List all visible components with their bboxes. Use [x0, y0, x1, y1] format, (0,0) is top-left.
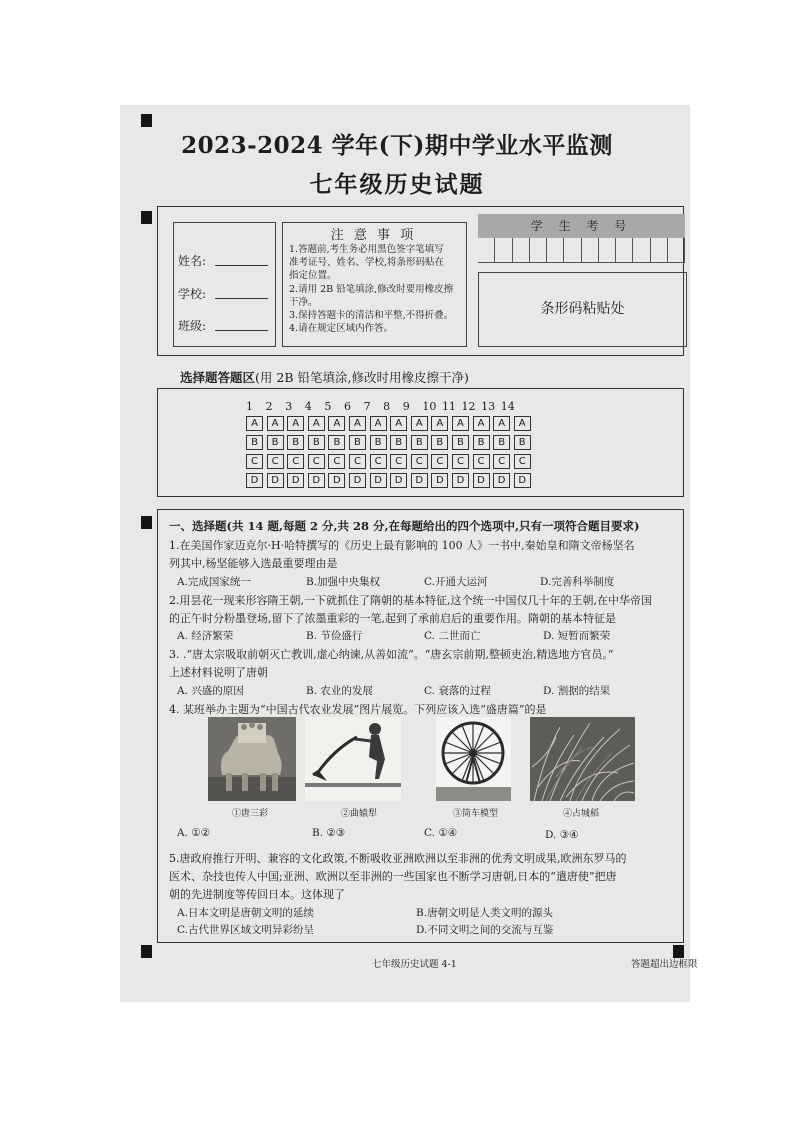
q3-option-a: A. 兴盛的原因 — [177, 685, 244, 697]
question-number: 13 — [481, 400, 496, 413]
answer-bubble[interactable]: D — [370, 473, 387, 488]
answer-bubble[interactable]: A — [267, 416, 284, 431]
registration-mark — [141, 114, 152, 127]
answer-bubble[interactable]: A — [431, 416, 448, 431]
zhancheng-rice-image — [530, 717, 635, 801]
bubble-row — [246, 416, 534, 431]
section-heading: 一、选择题(共 14 题,每题 2 分,共 28 分,在每题给出的四个选项中,只有一项符合题目要求) — [169, 519, 640, 533]
id-cell[interactable] — [599, 238, 616, 263]
q2-stem: 的正午时分粉墨登场,留下了浓墨重彩的一笔,起到了承前启后的重要作用。隋朝的基本特征是 — [169, 612, 616, 625]
answer-bubble[interactable]: C — [308, 454, 325, 469]
answer-bubble[interactable]: B — [287, 435, 304, 450]
q4-caption-1: ①唐三彩 — [232, 809, 269, 819]
question-number: 4 — [304, 400, 312, 413]
page-label: 七年级历史试题 4-1 — [372, 959, 457, 970]
answer-bubble[interactable]: A — [349, 416, 366, 431]
id-cell[interactable] — [564, 238, 581, 263]
answer-bubble[interactable]: C — [328, 454, 345, 469]
bubble-row — [246, 435, 534, 450]
answer-bubble[interactable]: C — [246, 454, 263, 469]
answer-bubble[interactable]: D — [493, 473, 510, 488]
q4-option-b: B. ②③ — [312, 827, 346, 839]
answer-bubble[interactable]: C — [349, 454, 366, 469]
q3-option-d: D. 割据的结果 — [543, 685, 611, 697]
answer-bubble[interactable]: B — [411, 435, 428, 450]
notice-list — [289, 243, 461, 335]
answer-bubble[interactable]: B — [390, 435, 407, 450]
id-cell[interactable] — [582, 238, 599, 263]
answer-bubble[interactable]: B — [452, 435, 469, 450]
student-id-title: 学 生 考 号 — [478, 214, 685, 238]
answer-bubble[interactable]: B — [370, 435, 387, 450]
id-cell[interactable] — [530, 238, 547, 263]
notice-line: 4.请在规定区域内作答。 — [289, 323, 394, 335]
answer-bubble[interactable]: B — [431, 435, 448, 450]
answer-bubble[interactable]: C — [267, 454, 284, 469]
answer-bubble[interactable]: B — [473, 435, 490, 450]
question-number: 6 — [343, 400, 351, 413]
barcode-area[interactable]: 条形码粘贴处 — [478, 272, 687, 347]
answer-bubble[interactable]: C — [493, 454, 510, 469]
answer-bubble[interactable]: C — [452, 454, 469, 469]
answer-bubble[interactable]: D — [308, 473, 325, 488]
answer-bubble[interactable]: B — [308, 435, 325, 450]
id-cell[interactable] — [616, 238, 633, 263]
question-number: 7 — [363, 400, 371, 413]
q5-option-c: C.古代世界区域文明异彩纷呈 — [177, 924, 314, 936]
id-cell[interactable] — [651, 238, 668, 263]
q4-option-d: D. ③④ — [545, 829, 579, 841]
answer-bubble[interactable]: C — [390, 454, 407, 469]
bubble-row — [246, 454, 534, 469]
answer-bubble[interactable]: C — [431, 454, 448, 469]
q2-option-c: C. 二世而亡 — [424, 630, 481, 642]
answer-bubble[interactable]: D — [287, 473, 304, 488]
q2-stem: 2.用昙花一现来形容隋王朝,一下就抓住了隋朝的基本特征,这个统一中国仅几十年的王朝,在中华帝国 — [169, 594, 652, 607]
question-number: 5 — [324, 400, 332, 413]
notice-line: 干净。 — [289, 296, 318, 308]
answer-bubble[interactable]: C — [287, 454, 304, 469]
school-label: 学校: — [178, 287, 207, 301]
answer-bubble[interactable]: C — [514, 454, 531, 469]
name-field[interactable] — [215, 265, 268, 266]
q3-stem: 上述材料说明了唐朝 — [169, 666, 268, 679]
answer-bubble[interactable]: D — [411, 473, 428, 488]
q5-option-a: A.日本文明是唐朝文明的延续 — [177, 907, 314, 919]
answer-bubble[interactable]: C — [473, 454, 490, 469]
answer-bubble[interactable]: D — [452, 473, 469, 488]
id-cell[interactable] — [513, 238, 530, 263]
answer-bubble[interactable]: D — [514, 473, 531, 488]
notice-title: 注 意 事 项 — [330, 228, 417, 243]
answer-bubble[interactable]: A — [473, 416, 490, 431]
answer-bubble[interactable]: C — [370, 454, 387, 469]
answer-bubble[interactable]: D — [390, 473, 407, 488]
q4-stem: 4. 某班举办主题为“中国古代农业发展”图片展览。下列应该入选“盛唐篇”的是 — [169, 703, 547, 716]
question-number: 3 — [285, 400, 293, 413]
q2-option-d: D. 短暂而繁荣 — [543, 630, 611, 642]
class-label: 班级: — [178, 319, 207, 333]
q1-option-a: A.完成国家统一 — [177, 576, 251, 588]
answer-area-note: (用 2B 铅笔填涂,修改时用橡皮擦干净) — [255, 370, 469, 385]
notice-line: 3.保持答题卡的清洁和平整,不得折叠。 — [289, 310, 454, 322]
q3-option-b: B. 农业的发展 — [306, 685, 373, 697]
answer-area-title: 选择题答题区 — [180, 370, 256, 385]
answer-bubble[interactable]: D — [246, 473, 263, 488]
answer-bubble[interactable]: B — [349, 435, 366, 450]
id-cell[interactable] — [668, 238, 685, 263]
question-numbers — [246, 400, 520, 413]
q1-option-c: C.开通大运河 — [424, 576, 488, 588]
answer-bubble[interactable]: A — [411, 416, 428, 431]
answer-bubble[interactable]: A — [328, 416, 345, 431]
question-number: 1 — [246, 400, 253, 413]
answer-bubble[interactable]: B — [246, 435, 263, 450]
id-cell[interactable] — [478, 238, 495, 263]
answer-bubble[interactable]: A — [390, 416, 407, 431]
id-cell[interactable] — [495, 238, 512, 263]
question-number: 10 — [422, 400, 437, 413]
q5-option-d: D.不同文明之间的交流与互鉴 — [416, 924, 554, 936]
q5-stem: 医术、杂技也传人中国;亚洲、欧洲以至非洲的一些国家也不断学习唐朝,日本的“遣唐使”把唐 — [169, 870, 617, 883]
exam-subtitle: 七年级历史试题 — [309, 171, 485, 198]
notice-line: 2.请用 2B 铅笔填涂,修改时要用橡皮擦 — [289, 283, 454, 295]
notice-line: 准考证号、姓名、学校,将条形码贴在 — [289, 257, 445, 269]
q3-option-c: C. 衰落的过程 — [424, 685, 491, 697]
notice-line: 1.答题前,考生务必用黑色签字笔填写 — [289, 244, 444, 255]
answer-bubble[interactable]: D — [431, 473, 448, 488]
quyuan-plough-image — [305, 717, 401, 801]
name-label: 姓名: — [178, 254, 207, 268]
q1-stem: 1.在美国作家迈克尔·H·哈特撰写的《历史上最有影响的 100 人》一书中,秦始皇和隋文帝杨坚名 — [169, 539, 635, 552]
registration-mark — [141, 516, 152, 529]
answer-bubbles[interactable] — [246, 416, 534, 492]
answer-bubble[interactable]: A — [493, 416, 510, 431]
answer-bubble[interactable]: B — [514, 435, 531, 450]
answer-bubble[interactable]: C — [411, 454, 428, 469]
answer-bubble[interactable]: B — [267, 435, 284, 450]
question-number: 9 — [402, 400, 410, 413]
answer-bubble[interactable]: A — [370, 416, 387, 431]
tongche-model-image — [436, 717, 511, 801]
answer-bubble[interactable]: D — [349, 473, 366, 488]
exam-title: 2023-2024 学年(下)期中学业水平监测 — [181, 132, 613, 159]
id-cell[interactable] — [547, 238, 564, 263]
q5-stem: 5.唐政府推行开明、兼容的文化政策,不断吸收亚洲欧洲以至非洲的优秀文明成果,欧洲东罗马的 — [169, 852, 627, 865]
answer-bubble[interactable]: D — [328, 473, 345, 488]
question-number: 12 — [461, 400, 476, 413]
boundary-note: 答题超出边框限 — [631, 959, 698, 970]
q1-option-d: D.完善科举制度 — [540, 576, 615, 588]
q4-option-c: C. ①④ — [424, 827, 458, 839]
q3-stem: 3. .“唐太宗吸取前朝灭亡教训,虚心纳谏,从善如流”。“唐玄宗前期,整顿吏治,精选地方官员。” — [169, 648, 614, 661]
question-number: 2 — [265, 400, 273, 413]
question-number: 11 — [441, 400, 456, 413]
answer-bubble[interactable]: A — [452, 416, 469, 431]
notice-line: 指定位置。 — [289, 270, 337, 282]
answer-bubble[interactable]: D — [267, 473, 284, 488]
q4-option-a: A. ①② — [177, 827, 211, 839]
answer-bubble[interactable]: A — [287, 416, 304, 431]
q1-stem: 列其中,杨坚能够入选最重要理由是 — [169, 557, 338, 570]
answer-bubble[interactable]: A — [308, 416, 325, 431]
registration-mark — [141, 945, 152, 958]
student-id-cells[interactable] — [478, 238, 685, 263]
answer-bubble[interactable]: B — [328, 435, 345, 450]
id-cell[interactable] — [633, 238, 650, 263]
q4-caption-4: ④占城稻 — [563, 809, 600, 819]
q4-caption-3: ③筒车模型 — [453, 809, 499, 819]
question-number: 14 — [500, 400, 515, 413]
q4-caption-2: ②曲辕犁 — [341, 809, 378, 819]
q5-option-b: B.唐朝文明是人类文明的源头 — [416, 907, 554, 919]
answer-bubble[interactable]: B — [493, 435, 510, 450]
q2-option-b: B. 节俭盛行 — [306, 630, 363, 642]
q2-option-a: A. 经济繁荣 — [177, 630, 234, 642]
answer-bubble[interactable]: A — [514, 416, 531, 431]
answer-area-heading — [180, 368, 469, 386]
question-number: 8 — [383, 400, 391, 413]
answer-bubble[interactable]: D — [473, 473, 490, 488]
class-field[interactable] — [215, 330, 268, 331]
q1-option-b: B.加强中央集权 — [306, 576, 381, 588]
bubble-row — [246, 473, 534, 488]
registration-mark — [141, 211, 152, 224]
tang-sancai-image — [208, 717, 296, 801]
answer-bubble[interactable]: A — [246, 416, 263, 431]
school-field[interactable] — [215, 298, 268, 299]
q5-stem: 朝的先进制度等传回日本。这体现了 — [169, 888, 345, 901]
